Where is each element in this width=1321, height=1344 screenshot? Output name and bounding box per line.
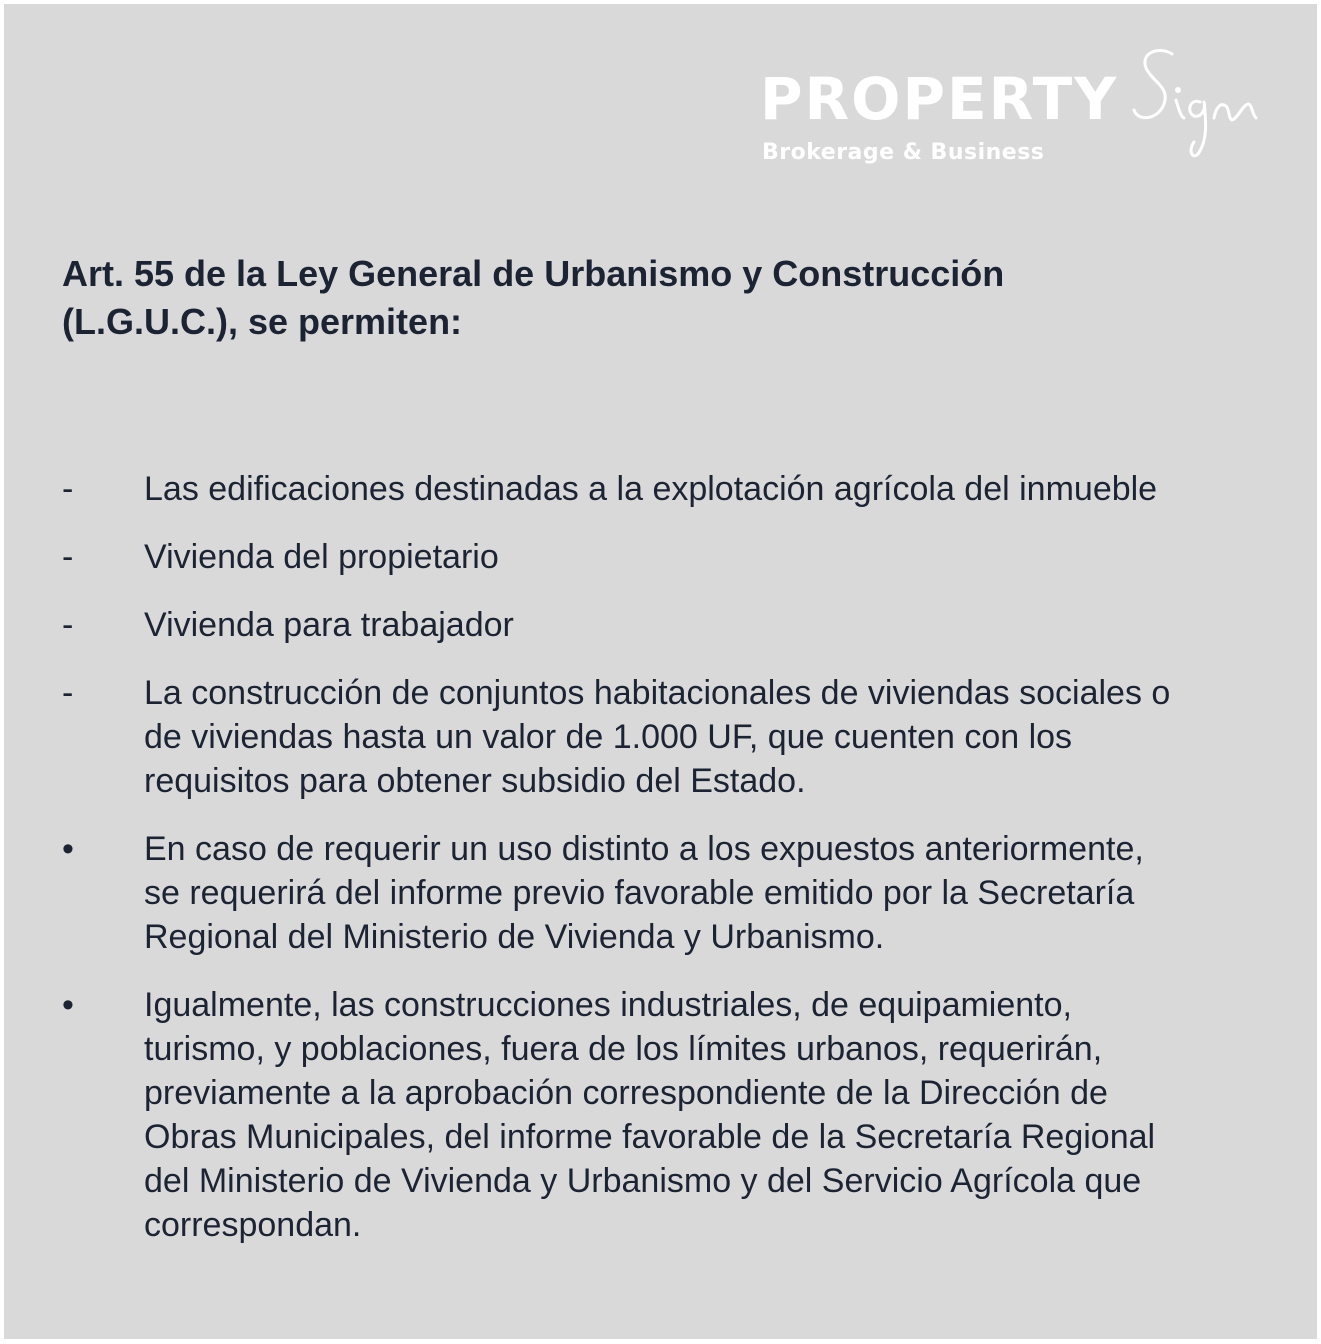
bullet-marker: •	[62, 830, 74, 868]
list-item-text	[144, 603, 1287, 647]
dash-marker: -	[62, 470, 74, 508]
logo-script-signature	[1130, 44, 1270, 164]
page-title	[62, 250, 1242, 346]
permitted-uses-list	[4, 467, 1317, 1271]
text-line: Obras Municipales, del informe favorable de la Secretaría Regional	[144, 1118, 1156, 1156]
dash-marker: -	[62, 538, 74, 576]
text-line: Vivienda para trabajador	[144, 606, 514, 644]
document-page	[4, 4, 1317, 1339]
bullet-marker: •	[62, 986, 74, 1024]
page-title-line: Art. 55 de la Ley General de Urbanismo y Construcción	[62, 253, 1005, 294]
text-line: Regional del Ministerio de Vivienda y Urbanismo.	[144, 918, 885, 956]
text-line: La construcción de conjuntos habitacionales de viviendas sociales o	[144, 674, 1171, 712]
dash-marker: -	[62, 606, 74, 644]
list-item-text	[144, 467, 1287, 511]
company-logo	[760, 44, 1280, 174]
list-item	[4, 603, 1317, 647]
page-title-line: (L.G.U.C.), se permiten:	[62, 301, 463, 342]
text-line: del Ministerio de Vivienda y Urbanismo y del Servicio Agrícola que	[144, 1162, 1142, 1200]
logo-tagline: Brokerage & Business	[762, 140, 1045, 165]
text-line: Igualmente, las construcciones industriales, de equipamiento,	[144, 986, 1072, 1024]
text-line: turismo, y poblaciones, fuera de los límites urbanos, requerirán,	[144, 1030, 1103, 1068]
text-line: En caso de requerir un uso distinto a los expuestos anteriormente,	[144, 830, 1144, 868]
list-item-text	[144, 827, 1287, 959]
list-item-text	[144, 983, 1287, 1247]
list-item	[4, 467, 1317, 511]
text-line: Vivienda del propietario	[144, 538, 499, 576]
text-line: requisitos para obtener subsidio del Estado.	[144, 762, 806, 800]
text-line: correspondan.	[144, 1206, 362, 1244]
text-line: de viviendas hasta un valor de 1.000 UF, que cuenten con los	[144, 718, 1073, 756]
list-item	[4, 535, 1317, 579]
logo-wordmark: PROPERTY	[760, 65, 1119, 133]
list-item-text	[144, 671, 1287, 803]
text-line: se requerirá del informe previo favorable emitido por la Secretaría	[144, 874, 1135, 912]
text-line: previamente a la aprobación correspondiente de la Dirección de	[144, 1074, 1108, 1112]
list-item	[4, 983, 1317, 1247]
list-item	[4, 671, 1317, 803]
list-item-text	[144, 535, 1287, 579]
list-item	[4, 827, 1317, 959]
text-line: Las edificaciones destinadas a la explotación agrícola del inmueble	[144, 470, 1158, 508]
dash-marker: -	[62, 674, 74, 712]
